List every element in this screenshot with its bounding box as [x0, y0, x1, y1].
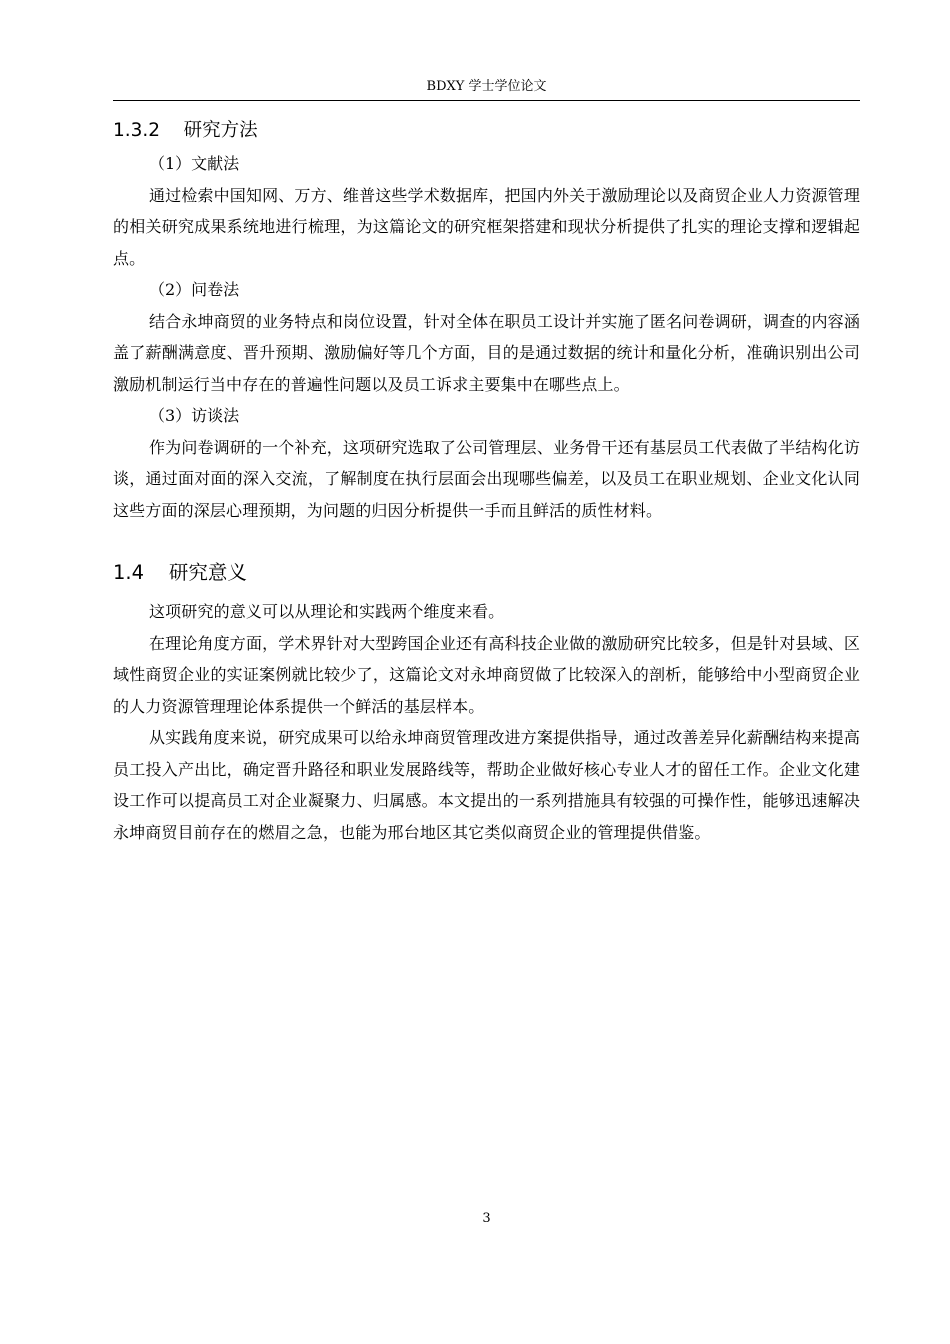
method-paragraph-questionnaire: 结合永坤商贸的业务特点和岗位设置，针对全体在职员工设计并实施了匿名问卷调研，调查的内容涵盖了薪酬满意度、晋升预期、激励偏好等几个方面，目的是通过数据的统计和量化分析，准确识别出公司激励机制运行当中存在的普遍性问题以及员工诉求主要集中在哪些点上。 [113, 311, 860, 394]
section-heading-1-3-2 [113, 114, 860, 148]
section-number: 1.3.2 [113, 120, 161, 141]
method-paragraph-interview: 作为问卷调研的一个补充，这项研究选取了公司管理层、业务骨干还有基层员工代表做了半结构化访谈，通过面对面的深入交流，了解制度在执行层面会出现哪些偏差，以及员工在职业规划、企业文化认同这些方面的深层心理预期，为问题的归因分析提供一手而且鲜活的质性材料。 [113, 437, 860, 520]
significance-paragraph: 从实践角度来说，研究成果可以给永坤商贸管理改进方案提供指导，通过改善差异化薪酬结构来提高员工投入产出比，确定晋升路径和职业发展路线等，帮助企业做好核心专业人才的留任工作。企业文化建设工作可以提高员工对企业凝聚力、归属感。本文提出的一系列措施具有较强的可操作性，能够迅速解决永坤商贸目前存在的燃眉之急，也能为邢台地区其它类似商贸企业的管理提供借鉴。 [113, 728, 860, 842]
page-body [113, 114, 860, 848]
significance-paragraph: 在理论角度方面，学术界针对大型跨国企业还有高科技企业做的激励研究比较多，但是针对县域、区域性商贸企业的实证案例就比较少了，这篇论文对永坤商贸做了比较深入的剖析，能够给中小型商贸企业的人力资源管理理论体系提供一个鲜活的基层样本。 [113, 633, 860, 716]
running-header: BDXY 学士学位论文 [426, 79, 547, 94]
page-number: 3 [482, 1211, 491, 1226]
section-number: 1.4 [113, 561, 145, 584]
section-heading-1-4 [113, 556, 860, 590]
section-title: 研究方法 [183, 120, 258, 141]
significance-paragraph: 这项研究的意义可以从理论和实践两个维度来看。 [149, 602, 505, 621]
method-label-interview: （3）访谈法 [149, 406, 240, 425]
method-paragraph-literature: 通过检索中国知网、万方、维普这些学术数据库，把国内外关于激励理论以及商贸企业人力资源管理的相关研究成果系统地进行梳理，为这篇论文的研究框架搭建和现状分析提供了扎实的理论支撑和逻辑起点。 [113, 185, 860, 268]
method-label-questionnaire: （2）问卷法 [149, 280, 240, 299]
method-label-literature: （1）文献法 [149, 154, 240, 173]
section-title: 研究意义 [168, 561, 247, 584]
header-divider [113, 100, 860, 101]
